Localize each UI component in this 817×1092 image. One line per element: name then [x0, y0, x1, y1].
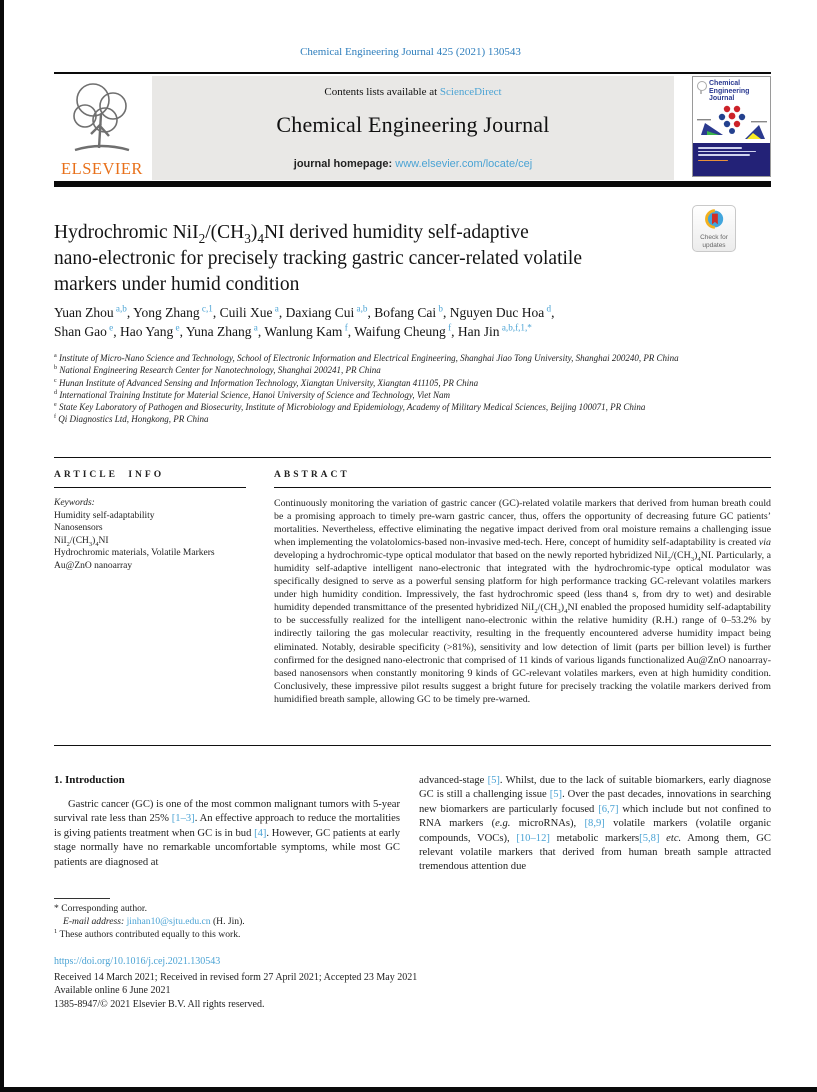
journal-cover-thumbnail [692, 76, 771, 177]
available-online: Available online 6 June 2021 [54, 985, 171, 996]
corresponding-author-note: * Corresponding author. [54, 903, 147, 914]
email-note: E-mail address: jinhan10@sjtu.edu.cn (H. Jin). [63, 915, 245, 927]
citation-ref[interactable]: [4] [254, 827, 267, 839]
citation-ref[interactable]: [1–3] [171, 813, 195, 825]
contents-line [152, 86, 674, 98]
keyword: $NiI_2/(CH_3)_4NI$ [54, 535, 109, 548]
article-history-footer [54, 955, 771, 1011]
elsevier-tree-icon [54, 76, 150, 158]
homepage-prefix: journal homepage: [293, 158, 396, 170]
affiliation-item: $^f$ Qi Diagnostics Ltd, Hongkong, PR China [54, 414, 209, 425]
masthead-band [152, 76, 674, 180]
affiliations [54, 352, 771, 426]
author-line: Yuan Zhou $^{a,b}$, Yong Zhang $^{c,1}$, Cuili Xue $^a$, Daxiang Cui $^{a,b}$, Bofang Cai $^b$, Nguyen Duc Hoa $^d$, [54, 303, 555, 320]
check-for-updates-label: Check for updates [700, 234, 728, 249]
doi-link[interactable]: https://doi.org/10.1016/j.cej.2021.130543 [54, 956, 221, 967]
citation-ref[interactable]: [5] [549, 789, 563, 801]
abstract-column [274, 458, 771, 745]
cover-molecule-art [693, 101, 770, 145]
intro-paragraph-left-column: Gastric cancer (GC) is one of the most common malignant tumors with 5-year survival rate less than 25% [1–3]. An effective approach to reduce the mortalities is giving patients treatment when GC is in bud [4]. However, GC patients at early stage normally have no remarkable uncomfortable symptoms, while most GC patients are diagnosed at [54, 799, 401, 868]
article-info-column [54, 458, 246, 745]
keyword: Au@ZnO nanoarray [54, 560, 133, 571]
journal-title: Chemical Engineering Journal [276, 112, 550, 137]
citation-ref[interactable]: [6,7] [598, 803, 619, 815]
equal-contribution-note: $^1$ These authors contributed equally to this work. [54, 927, 241, 940]
intro-paragraph-right-column: advanced-stage [5]. Whilst, due to the lack of suitable biomarkers, early diagnose GC is still a challenging issue [5]. Over the past decades, innovations in searching new biomarkers are particularly focused [6,7] which include but not confined to RNA markers (e.g. microRNAs), [8,9] volatile markers (volatile organic compounds, VOCs), [10–12] metabolic markers[5,8] etc. Among them, GC relevant volatile markers that derived from human breath sample attracted tremendous attention due [419, 775, 771, 873]
affiliation-item: $^e$ State Key Laboratory of Pathogen and Biosecurity, Institute of Microbiology and Epidemiology, Academy of Military Medical Sciences, Beijing 100071, PR China [54, 402, 646, 413]
homepage-line [152, 158, 674, 170]
article-info-header: ARTICLE INFO [54, 470, 246, 488]
keyword: Hydrochromic materials, Volatile Markers [54, 548, 215, 559]
cover-footer-band [693, 143, 770, 176]
citation-ref[interactable]: [5,8] [639, 832, 660, 844]
inline-link[interactable]: jinhan10@sjtu.edu.cn [126, 915, 211, 927]
affiliation-item: $^c$ Hunan Institute of Advanced Sensing and Information Technology, Xiangtan University, Xiangtan 411105, PR China [54, 377, 479, 388]
affiliation-item: $^d$ International Training Institute for Material Science, Hanoi University of Science and Technology, Viet Nam [54, 389, 451, 400]
received-dates: Received 14 March 2021; Received in revised form 27 April 2021; Accepted 23 May 2021 [54, 971, 418, 983]
citation-ref[interactable]: [10–12] [516, 832, 550, 844]
cover-tree-icon [696, 80, 706, 94]
article-info-abstract-section [54, 457, 771, 746]
author-list [54, 303, 754, 341]
elsevier-wordmark: ELSEVIER [61, 159, 143, 178]
citation-ref[interactable]: [8,9] [584, 818, 605, 830]
elsevier-logo [54, 76, 150, 180]
abstract-text: Continuously monitoring the variation of gastric cancer (GC)-related volatile markers that derived from human breath could be a promising approach to timely pre-warn gastric cancer, thus, offers the opportunity of decreasing future GC patients’ mortalities. Nevertheless, effective eliminating the negative impact derived from oral moisture remains a challenging issue when implementing the volatolomics-based non-invasive med-tech. Here, concept of humidity self-adaptability is created via developing a hydrochromic-type optical modulator that based on the newly reported hybridized $NiI_2/(CH_3)_4NI$. Particularly, a humidity self-adaptive intelligent nano-electronic that integrated with the hydrochromic-type optical modulator was specifically designed to serve as a powerful sensing platform for high performance tracking GC-relevant volatiles markers under high humidity condition. Impressively, the fast hydrochromic speed (less than4 s, from dry to wet) and desirable humidity depended transmittance of the presented hybridized $NiI_2/(CH_3)_4NI$ enabled the proposed humidity self-adaptability to be successfully realized for the intelligent nano-electronic within the relative humidity (R.H.) range of 0–53.2% by indirectly tailoring the gas molecular reactivity, resulting in the frequently encountered adverse humidity impact being eliminated. Notably, desirable specificity (>81%), sensitivity and low detection of limit (parts per billion level) is further confirmed for the designed nano-electronic that comprised of 11 kinds of various ligands functionalized Au@ZnO nanoarray-based nanosensors when constantly monitoring 9 kinds of GC-relevant volatiles markers, even at high humidity condition. Conclusively, these impressive pilot results suggest a bright future for precisely tracking the volatile markers derived from humidified breath sample, allowing GC to be timely pre-warned. [274, 498, 772, 705]
masthead-top-rule [54, 72, 771, 74]
homepage-link[interactable]: www.elsevier.com/locate/cej [395, 158, 533, 170]
footnote-rule [54, 898, 110, 899]
running-head-citation: Chemical Engineering Journal 425 (2021) 130543 [300, 46, 521, 58]
footnotes-block [54, 903, 504, 941]
keyword: Nanosensors [54, 523, 103, 534]
abstract-header: ABSTRACT [274, 470, 771, 488]
cover-title: Chemical Engineering Journal [709, 80, 750, 102]
masthead-bottom-bar [54, 181, 771, 187]
contents-line-prefix: Contents lists available at [324, 86, 440, 98]
keyword: Humidity self-adaptability [54, 510, 155, 521]
issn-copyright: 1385-8947/© 2021 Elsevier B.V. All rights reserved. [54, 998, 265, 1010]
sciencedirect-link[interactable]: ScienceDirect [439, 86, 502, 98]
section-heading-introduction: 1. Introduction [54, 774, 125, 786]
article-title: Hydrochromic $NiI_2/(CH_3)_4NI$ derived humidity self-adaptive nano-electronic for precisely tracking gastric cancer-related volatile markers under humid condition [54, 222, 582, 295]
author-line: Shan Gao $^e$, Hao Yang $^e$, Yuna Zhang $^a$, Wanlung Kam $^f$, Waifung Cheung $^f$, Han Jin $^{a,b,f,1,*}$ [54, 322, 532, 339]
keywords-block [54, 497, 246, 573]
affiliation-item: $^b$ National Engineering Research Center for Nanotechnology, Shanghai 200241, PR China [54, 365, 381, 376]
keywords-label: Keywords: [54, 498, 95, 508]
citation-ref[interactable]: [5] [487, 775, 500, 786]
affiliation-item: $^a$ Institute of Micro-Nano Science and Technology, School of Electronic Information and Electrical Engineering, Shanghai Jiao Tong University, Shanghai 200240, PR China [54, 353, 679, 363]
